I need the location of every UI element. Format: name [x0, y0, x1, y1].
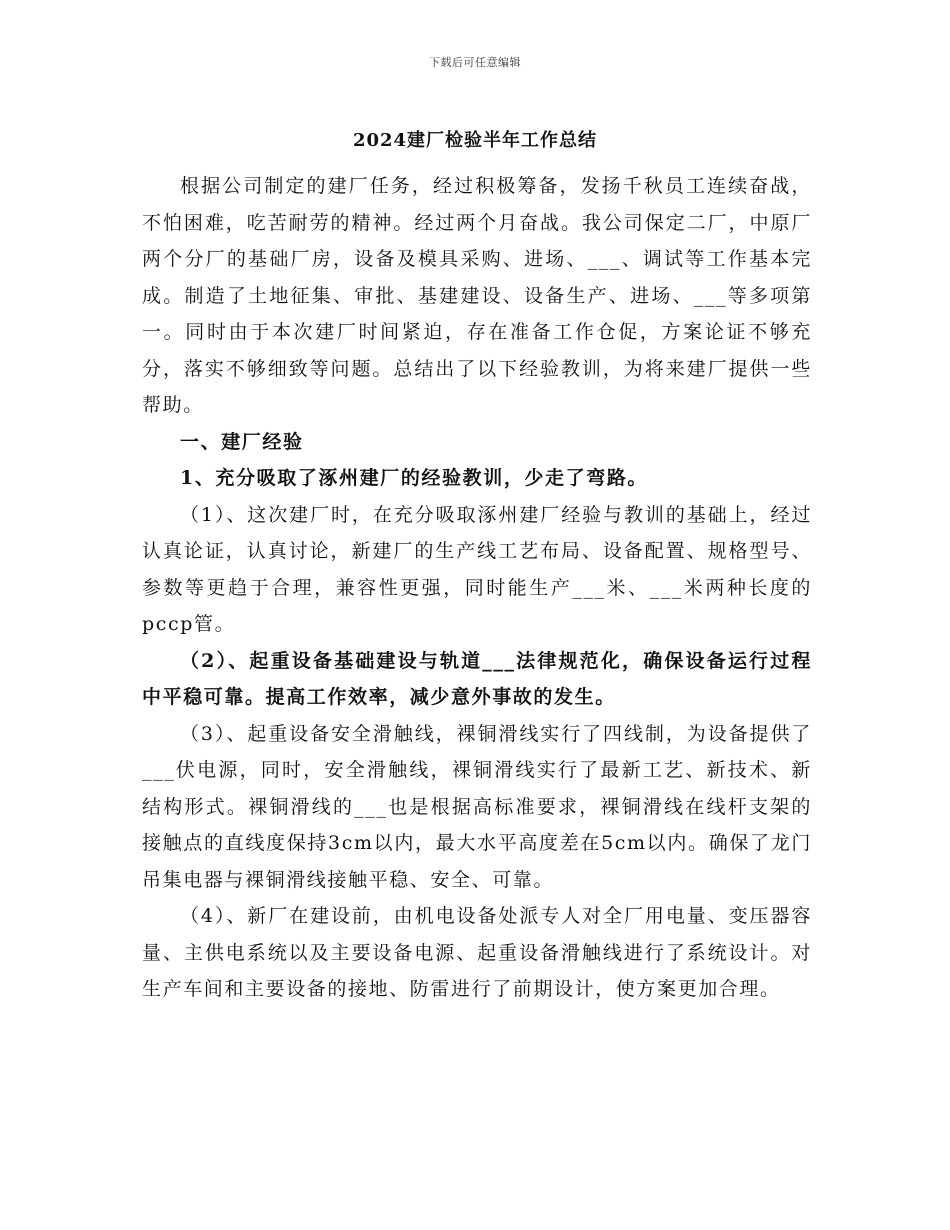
item-paragraph-4: （4）、新厂在建设前，由机电设备处派专人对全厂用电量、变压器容量、主供电系统以及主要设备电源、起重设备滑触线进行了系统设计。对生产车间和主要设备的接地、防雷进行了前期设计，使方案更加合理。	[142, 905, 812, 1000]
subsection-heading-1: 1、充分吸取了涿州建厂的经验教训，少走了弯路。	[180, 467, 649, 489]
document-title: 2024建厂检验半年工作总结	[352, 130, 598, 151]
item-paragraph-1: （1）、这次建厂时，在充分吸取涿州建厂经验与教训的基础上，经过认真论证，认真讨论，新建厂的生产线工艺布局、设备配置、规格型号、参数等更趋于合理，兼容性更强，同时能生产___米、___米两种长度的pccp管。	[142, 503, 812, 635]
section-heading-experience: 一、建厂经验	[180, 430, 304, 453]
item-paragraph-3: （3）、起重设备安全滑触线，裸铜滑线实行了四线制，为设备提供了___伏电源，同时，安全滑触线，裸铜滑线实行了最新工艺、新技术、新结构形式。裸铜滑线的___也是根据高标准要求，裸铜滑线在线杆支架的接触点的直线度保持3cm以内，最大水平高度差在5cm以内。确保了龙门吊集电器与裸铜滑线接触平稳、安全、可靠。	[142, 722, 812, 891]
item-paragraph-2: （2）、起重设备基础建设与轨道___法律规范化，确保设备运行过程中平稳可靠。提高工作效率，减少意外事故的发生。	[142, 649, 812, 708]
document-body	[142, 168, 812, 1008]
intro-paragraph: 根据公司制定的建厂任务，经过积极筹备，发扬千秋员工连续奋战，不怕困难，吃苦耐劳的精神。经过两个月奋战。我公司保定二厂，中原厂两个分厂的基础厂房，设备及模具采购、进场、___、调试等工作基本完成。制造了土地征集、审批、基建建设、设备生产、进场、___等多项第一。同时由于本次建厂时间紧迫，存在准备工作仓促，方案论证不够充分，落实不够细致等问题。总结出了以下经验教训，为将来建厂提供一些帮助。	[142, 175, 812, 416]
page-header-note: 下载后可任意编辑	[429, 56, 521, 69]
